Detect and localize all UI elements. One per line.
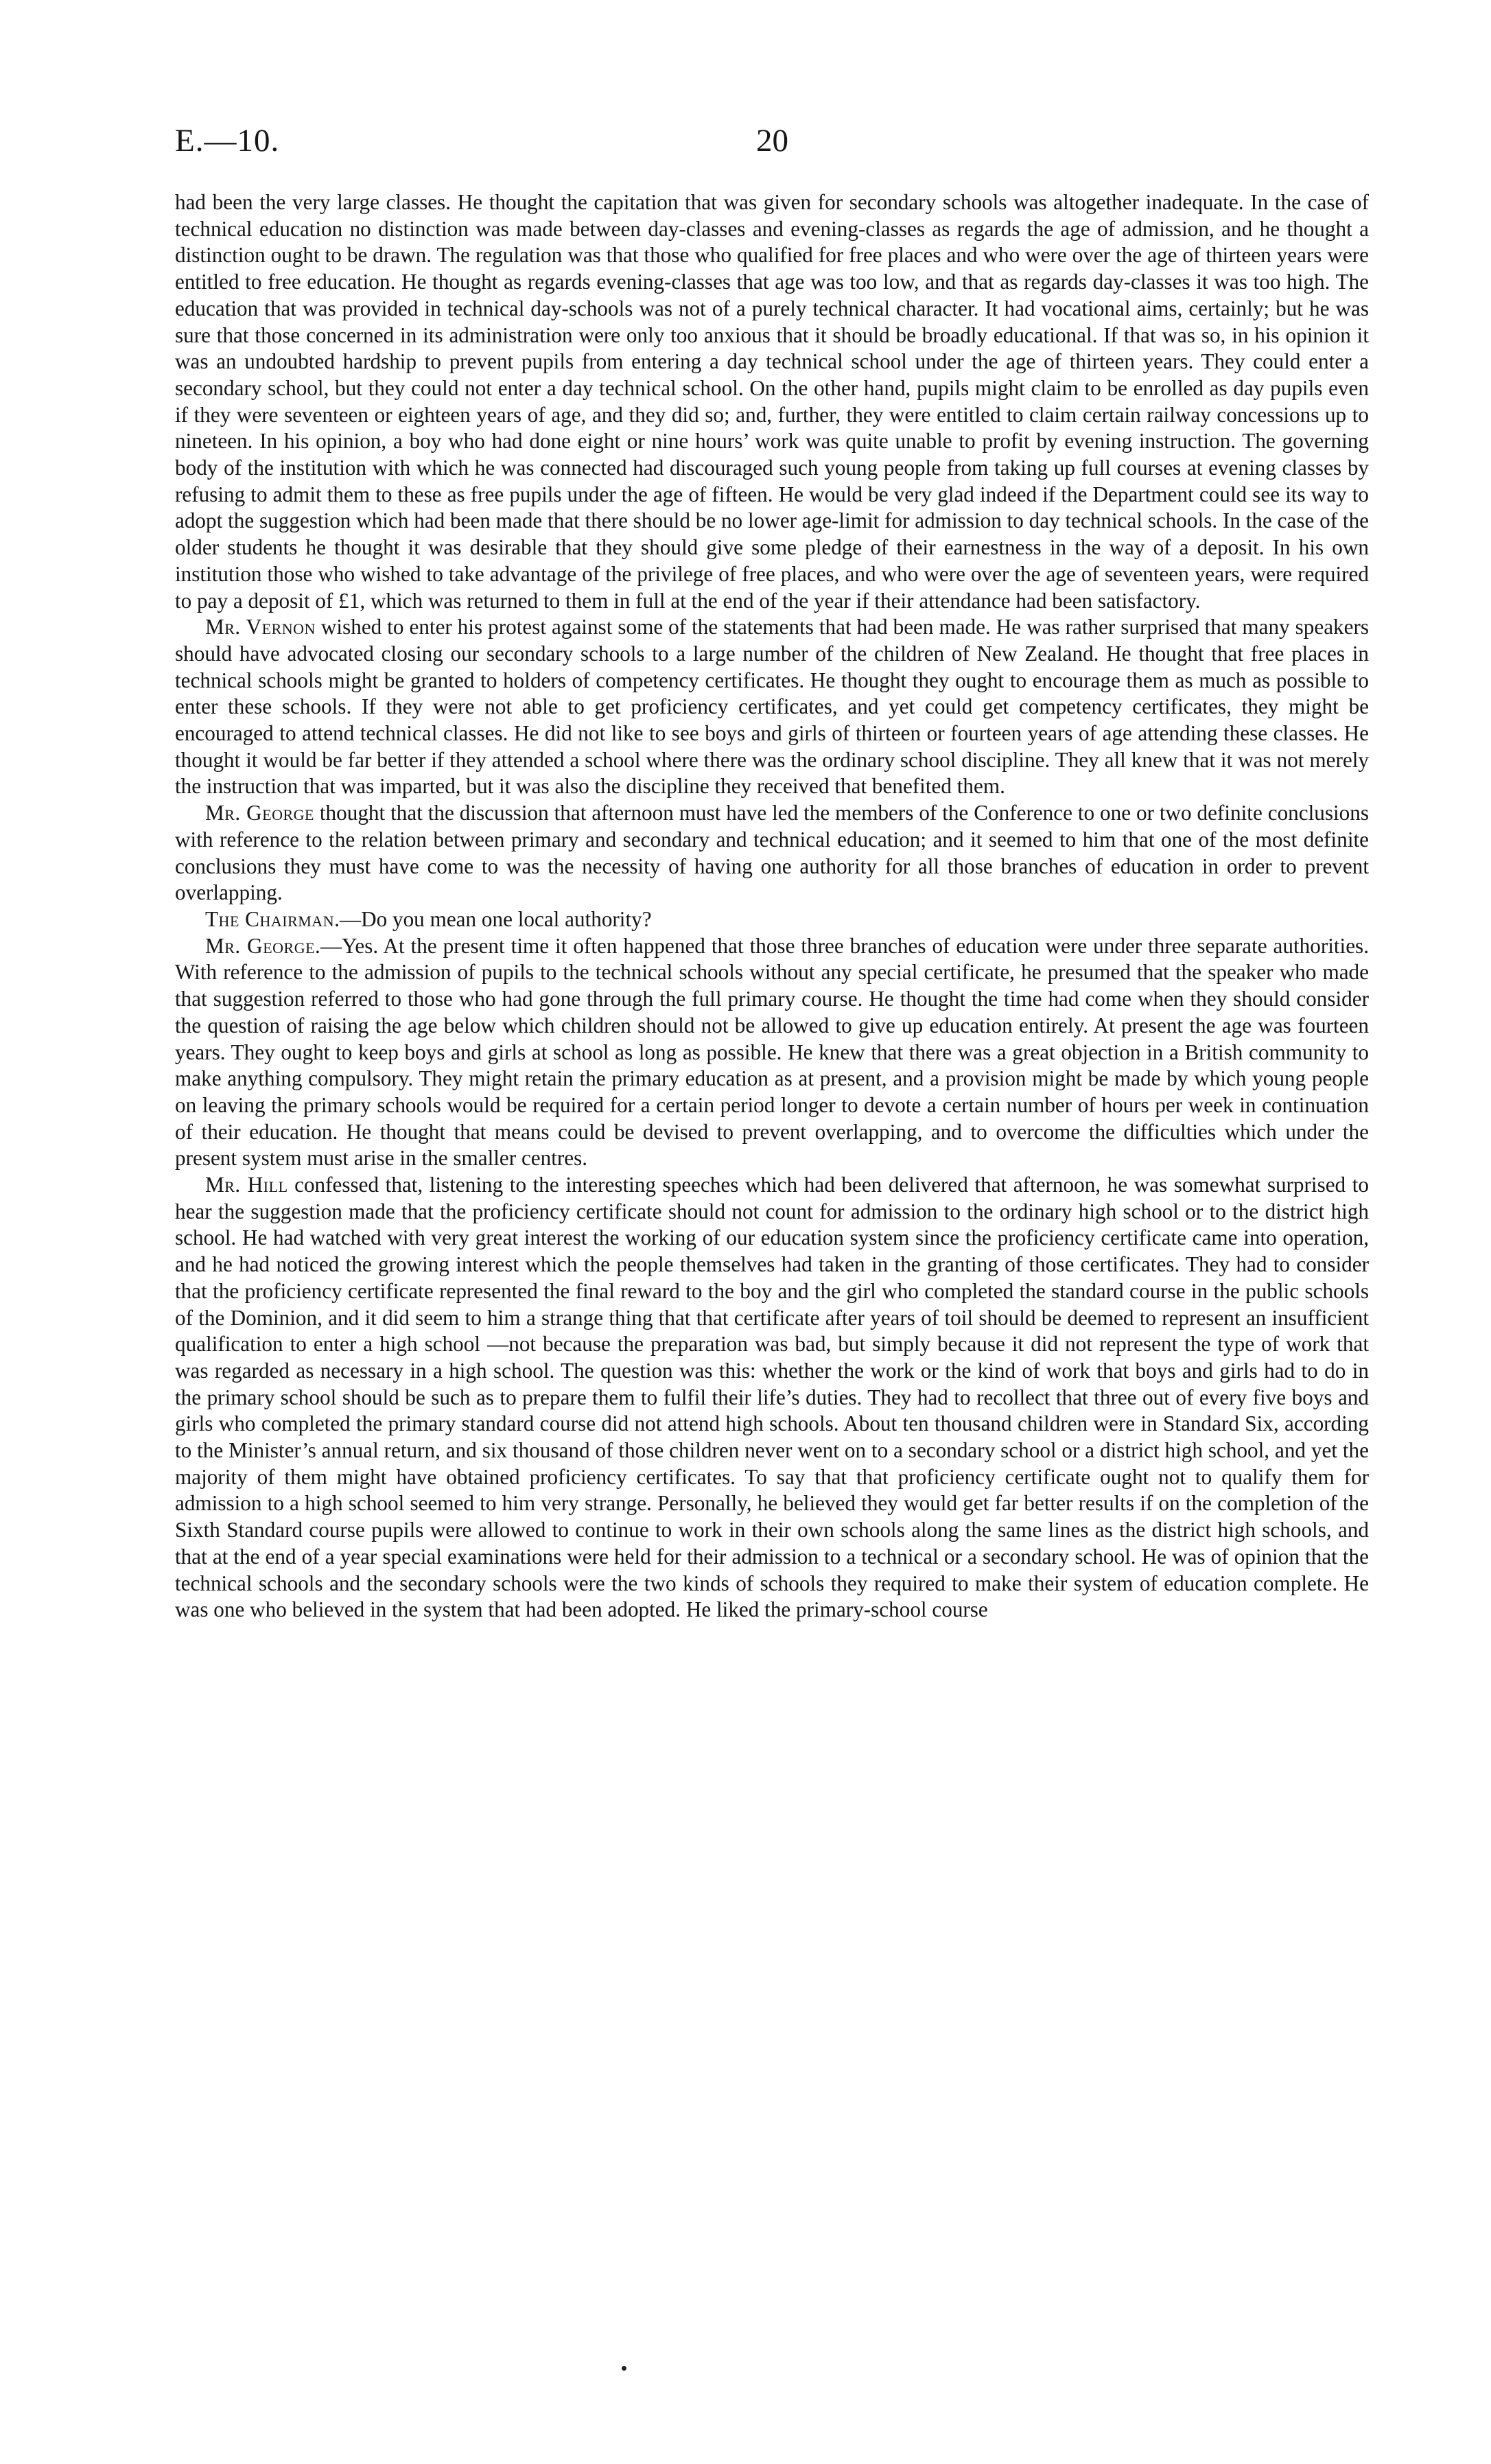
paragraph [175, 933, 1369, 1172]
paragraph-text: confessed that, listening to the interesting speeches which had been delivered that afternoon, he was somewhat surprised to hear the suggestion made that the proficiency certificate should not count for admission to the ordinary high school or to the district high school. He had watched with very great interest the working of our education system since the proficiency certificate came into operation, and he had noticed the growing interest which the people themselves had taken in the granting of those certificates. They had to consider that the proficiency certificate represented the final reward to the boy and the girl who completed the standard course in the public schools of the Dominion, and it did seem to him a strange thing that that certificate after years of toil should be deemed to represent an insufficient qualification to enter a high school —not because the preparation was bad, but simply because it did not represent the type of work that was regarded as necessary in a high school. The question was this: whether the work or the kind of work that boys and girls had to do in the primary school should be such as to prepare them to fulfil their life’s duties. They had to recollect that three out of every five boys and girls who completed the primary standard course did not attend high schools. About ten thousand children were in Standard Six, according to the Minister’s annual return, and six thousand of those children never went on to a secondary school or a district high school, and yet the majority of them might have obtained proficiency certificates. To say that that proficiency certificate ought not to qualify them for admission to a high school seemed to him very strange. Personally, he believed they would get far better results if on the completion of the Sixth Standard course pupils were allowed to continue to work in their own schools along the same lines as the district high schools, and that at the end of a year special examinations were held for their admission to a technical or a secondary school. He was of opinion that the technical schools and the secondary schools were the two kinds of schools they required to make their system of education complete. He was one who believed in the system that had been adopted. He liked the primary-school course [175, 1173, 1369, 1622]
paragraph-text: wished to enter his protest against some of the statements that had been made. He was rather surprised that many speakers should have advocated closing our secondary schools to a large number of the children of New Zealand. He thought that free places in technical schools might be granted to holders of competency certificates. He thought they ought to encourage them as much as possible to enter these schools. If they were not able to get proficiency certificates, and yet could get competency certificates, they might be encouraged to attend technical classes. He did not like to see boys and girls of thirteen or fourteen years of age attending these classes. He thought it would be far better if they attended a school where there was the ordinary school discipline. They all knew that it was not merely the instruction that was imparted, but it was also the discipline they received that benefited them. [175, 615, 1370, 799]
paragraph-text: .—Do you mean one local authority? [334, 906, 652, 931]
speaker-name: Mr. Vernon [205, 615, 316, 640]
paragraph [175, 189, 1369, 614]
speaker-name: The Chairman [205, 906, 335, 931]
paragraph [175, 906, 1369, 933]
paragraph [175, 1172, 1369, 1623]
paragraph-text: had been the very large classes. He thought the capitation that was given for secondary schools was altogether inadequate. In the case of technical education no distinction was made between day-classes and evening-classes as regards the age of admission, and he thought a distinction ought to be drawn. The regulation was that those who qualified for free places and who were over the age of thirteen years were entitled to free education. He thought as regards evening-classes that age was too low, and that as regards day-classes it was too high. The education that was provided in technical day-schools was not of a purely technical character. It had vocational aims, certainly; but he was sure that those concerned in its administration were only too anxious that it should be broadly educational. If that was so, in his opinion it was an undoubted hardship to prevent pupils from entering a day technical school under the age of thirteen years. They could enter a secondary school, but they could not enter a day technical school. On the other hand, pupils might claim to be enrolled as day pupils even if they were seventeen or eighteen years of age, and they did so; and, further, they were entitled to claim certain railway concessions up to nineteen. In his opinion, a boy who had done eight or nine hours’ work was quite unable to profit by evening instruction. The governing body of the institution with which he was connected had discouraged such young people from taking up full courses at evening classes by refusing to admit them to these as free pupils under the age of fifteen. He would be very glad indeed if the Department could see its way to adopt the suggestion which had been made that there should be no lower age-limit for admission to day technical schools. In the case of the older students he thought it was desirable that they should give some pledge of their earnestness in the way of a deposit. In his own institution those who wished to take advantage of the privilege of free places, and who were over the age of seventeen years, were required to pay a deposit of £1, which was returned to them in full at the end of the year if their attendance had been satisfactory. [175, 190, 1369, 613]
stray-ink-dot [622, 2366, 626, 2371]
page-number: 20 [756, 123, 788, 159]
speaker-name: Mr. George [205, 801, 314, 825]
paragraph [175, 614, 1369, 800]
paragraph [175, 800, 1369, 906]
speaker-name: Mr. Hill [205, 1173, 288, 1197]
paragraph-text: .—Yes. At the present time it often happened that those three branches of education were under three separate authorities. With reference to the admission of pupils to the technical schools without any special certificate, he presumed that the speaker who made that suggestion referred to those who had gone through the full primary course. He thought the time had come when they should consider the question of raising the age below which children should not be allowed to give up education entirely. At present the age was fourteen years. They ought to keep boys and girls at school as long as possible. He knew that there was a great objection in a British community to make anything compulsory. They might retain the primary education as at present, and a provision might be made by which young people on leaving the primary schools would be required for a certain period longer to devote a certain number of hours per week in continuation of their education. He thought that means could be devised to prevent overlapping, and to overcome the difficulties which under the present system must arise in the smaller centres. [175, 933, 1369, 1171]
body-text [175, 189, 1369, 1623]
speaker-name: Mr. George [205, 933, 316, 958]
paragraph-text: thought that the discussion that afternoon must have led the members of the Conference to one or two definite conclusions with reference to the relation between primary and secondary and technical education; and it seemed to him that one of the most definite conclusions they must have come to was the necessity of having one authority for all those branches of education in order to prevent overlapping. [175, 801, 1369, 905]
document-reference: E.—10. [175, 123, 280, 159]
